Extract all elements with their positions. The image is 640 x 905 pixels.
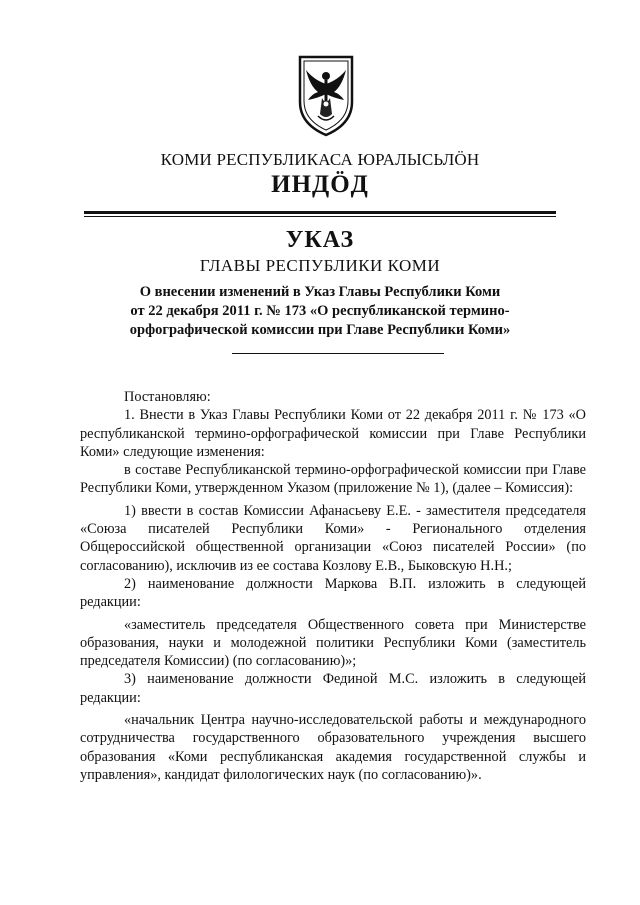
document-issuer: ГЛАВЫ РЕСПУБЛИКИ КОМИ bbox=[199, 256, 441, 275]
header-rule-thick bbox=[84, 211, 556, 214]
coat-of-arms-emblem bbox=[296, 54, 356, 138]
body-paragraph: 1) ввести в состав Комиссии Афанасьеву Е.Е. - заместителя председателя «Союза писателей Республики Коми» - Регионального отделения Общероссийской общественной организации «Союз писателей России» (по согласованию), исключив из ее состава Козлову Е.В., Быковскую Н.Н.; bbox=[80, 502, 586, 574]
document-subject bbox=[0, 283, 640, 340]
subject-line: от 22 декабря 2011 г. № 173 «О республиканской термино- bbox=[130, 303, 510, 319]
body-paragraph: «начальник Центра научно-исследовательской работы и международного сотрудничества государственного образовательного учреждения высшего образования «Коми республиканская академия государственной службы и управления», кандидат филологических наук (по согласованию)». bbox=[80, 712, 586, 783]
body-paragraph: «заместитель председателя Общественного совета при Министерстве образования, науки и молодежной политики Республики Коми (заместитель председателя Комиссии) (по согласованию)»; bbox=[80, 616, 586, 670]
document-body bbox=[80, 388, 586, 784]
subject-separator-line bbox=[232, 353, 444, 354]
body-paragraph: 3) наименование должности Фединой М.С. изложить в следующей редакции: bbox=[80, 671, 586, 706]
body-paragraph: 1. Внести в Указ Главы Республики Коми от 22 декабря 2011 г. № 173 «О республиканской термино-орфографической комиссии при Главе Республики Коми» следующие изменения: bbox=[80, 407, 586, 460]
komi-header-title: КОМИ РЕСПУБЛИКАСА ЮРАЛЫСЬЛӦН bbox=[160, 150, 480, 169]
header-rule-thin bbox=[84, 216, 556, 217]
komi-doc-type: ИНДӦД bbox=[271, 171, 369, 198]
body-paragraph: Постановляю: bbox=[124, 389, 211, 405]
document-type-title: УКАЗ bbox=[285, 227, 355, 253]
body-paragraph: в составе Республиканской термино-орфографической комиссии при Главе Республики Коми, утвержденном Указом (приложение № 1), (далее – Комиссия): bbox=[80, 462, 586, 497]
subject-line: О внесении изменений в Указ Главы Республики Коми bbox=[139, 284, 501, 300]
subject-line: орфографической комиссии при Главе Республики Коми» bbox=[129, 322, 511, 338]
body-paragraph: 2) наименование должности Маркова В.П. изложить в следующей редакции: bbox=[80, 575, 586, 611]
